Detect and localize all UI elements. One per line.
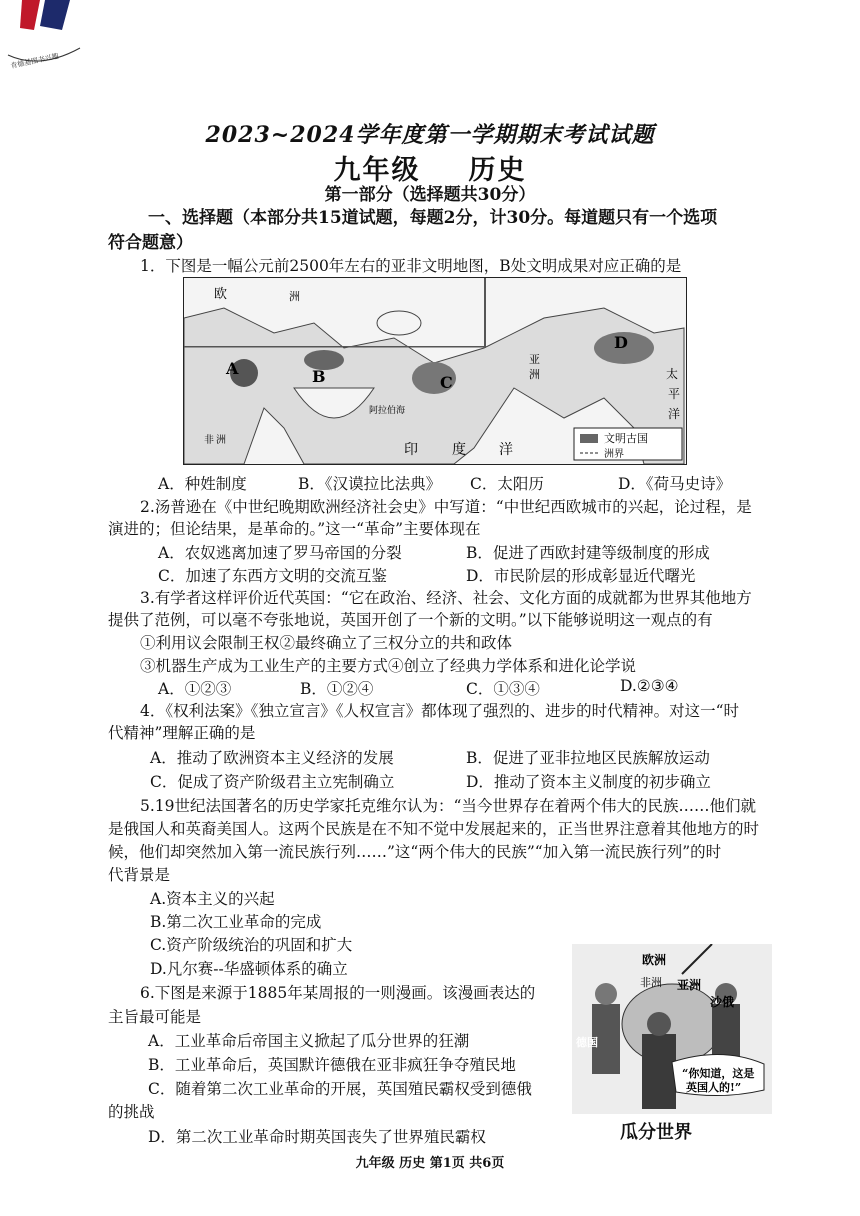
q3-item-2: ③机器生产成为工业生产的主要方式④创立了经典力学体系和进化论学说 xyxy=(140,657,637,675)
map-label-europe-2: 洲 xyxy=(289,290,300,303)
q2-option-a[interactable]: A．农奴逃离加速了罗马帝国的分裂 xyxy=(158,544,402,562)
q6-option-c-cont: 的挑战 xyxy=(108,1103,155,1121)
q2-stem-1: 2.汤普逊在《中世纪晚期欧洲经济社会史》中写道：“中世纪西欧城市的兴起，论过程，是 xyxy=(140,498,752,516)
cartoon-label-russia: 沙俄 xyxy=(710,995,735,1009)
map-label-b: B xyxy=(312,367,326,386)
map-label-d: D xyxy=(614,333,628,352)
q3-stem-1: 3.有学者这样评价近代英国：“它在政治、经济、社会、文化方面的成就都为世界其他地方 xyxy=(140,589,752,607)
map-label-pacific-3: 洋 xyxy=(668,407,681,421)
map-label-asia-1: 亚 xyxy=(529,353,540,366)
q3-option-d[interactable]: D.②③④ xyxy=(620,677,679,695)
q6-option-c[interactable]: C．随着第二次工业革命的开展，英国殖民霸权受到德俄 xyxy=(148,1080,532,1098)
map-label-indian-1: 印 xyxy=(404,442,418,458)
q6-option-a[interactable]: A．工业革命后帝国主义掀起了瓜分世界的狂潮 xyxy=(148,1032,470,1050)
map-label-c: C xyxy=(440,373,453,392)
q5-option-d[interactable]: D.凡尔赛--华盛顿体系的确立 xyxy=(150,960,348,978)
logo-text: 肯德基图书兴趣 xyxy=(9,52,60,71)
map-label-africa-2: 洲 xyxy=(216,435,226,446)
q4-option-c[interactable]: C．促成了资产阶级君主立宪制确立 xyxy=(150,773,395,791)
q2-stem-2: 演进的；但论结果，是革命的。”这一“革命”主要体现在 xyxy=(108,520,481,538)
page-footer: 九年级 历史 第1页 共6页 xyxy=(355,1156,505,1171)
grade-label: 九年级 xyxy=(333,155,421,186)
q4-stem-2: 代精神”理解正确的是 xyxy=(108,724,256,742)
q1-option-a[interactable]: A．种姓制度 xyxy=(158,475,247,493)
q4-option-d[interactable]: D．推动了资本主义制度的初步确立 xyxy=(466,773,711,791)
q6-stem-2: 主旨最可能是 xyxy=(108,1008,202,1026)
cartoon-caption: 瓜分世界 xyxy=(620,1122,692,1143)
q1-stem: 1．下图是一幅公元前2500年左右的亚非文明地图，B处文明成果对应正确的是 xyxy=(140,257,682,275)
civilization-map xyxy=(183,277,687,465)
q6-option-b[interactable]: B．工业革命后，英国默许德俄在亚非疯狂争夺殖民地 xyxy=(148,1056,516,1074)
legend-civ-label: 文明古国 xyxy=(604,432,648,445)
q5-stem-3: 候，他们却突然加入第一流民族行列……”这“两个伟大的民族”“加入第一流民族行列”的时 xyxy=(108,843,722,861)
map-drawing xyxy=(184,278,686,464)
map-label-a: A xyxy=(226,359,239,378)
legend-civ-swatch xyxy=(580,434,598,443)
q1-option-c[interactable]: C．太阳历 xyxy=(470,475,544,493)
publisher-logo xyxy=(0,0,100,80)
q4-option-b[interactable]: B．促进了亚非拉地区民族解放运动 xyxy=(466,749,710,767)
q5-option-a[interactable]: A.资本主义的兴起 xyxy=(150,890,275,908)
section-instruction-cont: 符合题意） xyxy=(108,233,193,253)
partition-cartoon xyxy=(572,944,772,1114)
q4-stem-1: 4．《权利法案》《独立宣言》《人权宣言》都体现了强烈的、进步的时代精神。对这一“时 xyxy=(140,702,740,720)
q3-option-b[interactable]: B．①②④ xyxy=(300,680,374,698)
cartoon-label-africa: 非洲 xyxy=(640,976,662,989)
cartoon-label-europe: 欧洲 xyxy=(642,953,667,967)
exam-title: 2023~2024学年度第一学期期末考试试题 xyxy=(205,122,655,148)
map-label-indian-3: 洋 xyxy=(499,442,513,458)
q5-stem-1: 5.19世纪法国著名的历史学家托克维尔认为：“当今世界存在着两个伟大的民族……他们就 xyxy=(140,797,756,815)
cartoon-bubble-line2: 英国人的!” xyxy=(686,1081,742,1094)
q2-option-b[interactable]: B．促进了西欧封建等级制度的形成 xyxy=(466,544,710,562)
map-label-pacific-2: 平 xyxy=(668,387,681,401)
map-label-europe-1: 欧 xyxy=(214,287,228,302)
q2-option-d[interactable]: D．市民阶层的形成彰显近代曙光 xyxy=(466,567,696,585)
map-label-africa-1: 非 xyxy=(204,435,214,446)
q5-option-b[interactable]: B.第二次工业革命的完成 xyxy=(150,913,322,931)
subject-label: 历史 xyxy=(468,155,527,186)
legend-border-label: 洲界 xyxy=(604,449,624,460)
map-label-pacific-1: 太 xyxy=(666,367,679,381)
q6-option-d[interactable]: D．第二次工业革命时期英国丧失了世界殖民霸权 xyxy=(148,1128,486,1146)
cartoon-bubble-line1: “你知道，这是 xyxy=(682,1067,755,1080)
q5-stem-2: 是俄国人和英裔美国人。这两个民族是在不知不觉中发展起来的，正当世界注意着其他地方的时 xyxy=(108,820,760,838)
q2-option-c[interactable]: C．加速了东西方文明的交流互鉴 xyxy=(158,567,387,585)
map-label-arabian-sea: 阿拉伯海 xyxy=(369,406,406,416)
map-label-asia-2: 洲 xyxy=(529,368,540,381)
q6-stem-1: 6.下图是来源于1885年某周报的一则漫画。该漫画表达的 xyxy=(140,984,536,1002)
cartoon-label-asia: 亚洲 xyxy=(677,978,702,992)
q3-item-1: ①利用议会限制王权②最终确立了三权分立的共和政体 xyxy=(140,634,513,652)
q5-stem-4: 代背景是 xyxy=(108,866,171,884)
section-instruction: 一、选择题（本部分共15道试题，每题2分，计30分。每道题只有一个选项 xyxy=(148,208,718,228)
q5-option-c[interactable]: C.资产阶级统治的巩固和扩大 xyxy=(150,936,353,954)
cartoon-label-germany: 德国 xyxy=(576,1036,598,1049)
part-heading: 第一部分（选择题共30分） xyxy=(324,185,536,205)
q3-option-a[interactable]: A．①②③ xyxy=(158,680,232,698)
map-label-indian-2: 度 xyxy=(452,442,466,458)
q4-option-a[interactable]: A．推动了欧洲资本主义经济的发展 xyxy=(150,749,394,767)
q3-stem-2: 提供了范例，可以毫不夸张地说，英国开创了一个新的文明。”以下能够说明这一观点的有 xyxy=(108,611,713,629)
q1-option-b[interactable]: B．《汉谟拉比法典》 xyxy=(298,475,442,493)
q3-option-c[interactable]: C．①③④ xyxy=(466,680,540,698)
q1-option-d[interactable]: D．《荷马史诗》 xyxy=(618,475,732,493)
